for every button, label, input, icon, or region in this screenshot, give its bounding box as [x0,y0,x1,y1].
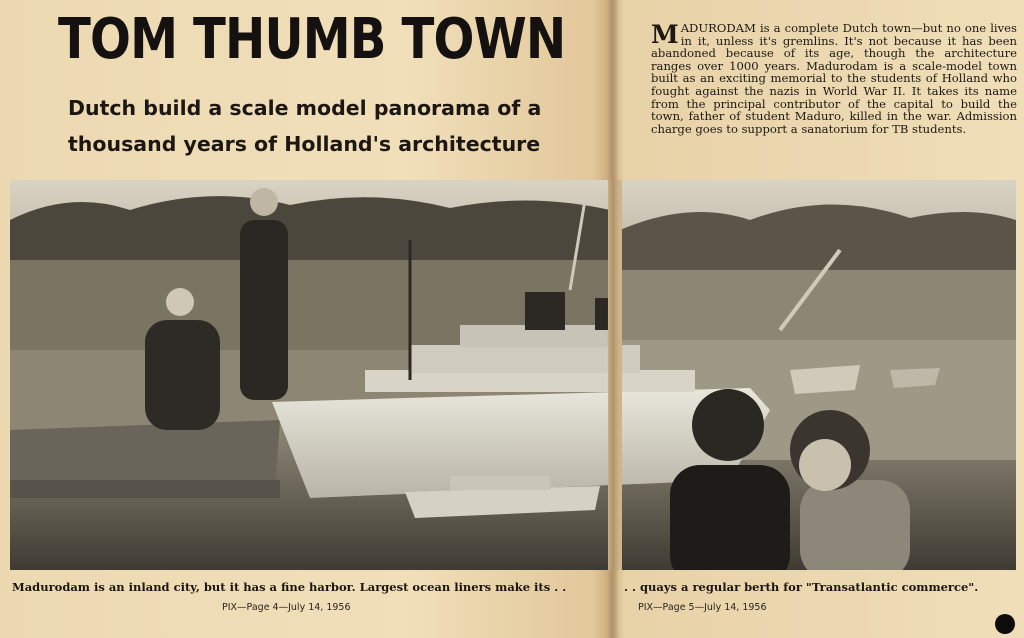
article-text: ADURODAM is a complete Dutch town—but no one lives in it, unless it's gremlins. It's not because it has been abandoned because of its age, though the architecture ranges over 1000 years. Madurodam is a scale-model town built as an exciting memorial to the students of Holland who fought against the nazis in World War II. It takes its name from the principal contributor of the capital to build the town, father of student Maduro, killed in the war. Admission charge goes to support a sanatorium for TB students. [651,21,1017,136]
subheadline-line-1: Dutch build a scale model panorama of a [68,96,542,120]
page-fold [607,0,619,638]
headline: TOM THUMB TOWN [58,7,566,72]
harbor-photo [10,180,1016,570]
folio-left: PIX—Page 4—July 14, 1956 [222,602,351,613]
caption-right: . . quays a regular berth for "Transatlantic commerce". [624,580,979,594]
drop-cap: M [651,20,679,49]
article-body [651,22,1017,135]
end-mark-dot [995,614,1015,634]
harbor-photo-illustration [10,180,1016,570]
caption-left: Madurodam is an inland city, but it has a fine harbor. Largest ocean liners make its . . [12,580,567,594]
folio-right: PIX—Page 5—July 14, 1956 [638,602,767,613]
subheadline-line-2: thousand years of Holland's architecture [68,132,541,156]
subheadline [68,90,542,162]
